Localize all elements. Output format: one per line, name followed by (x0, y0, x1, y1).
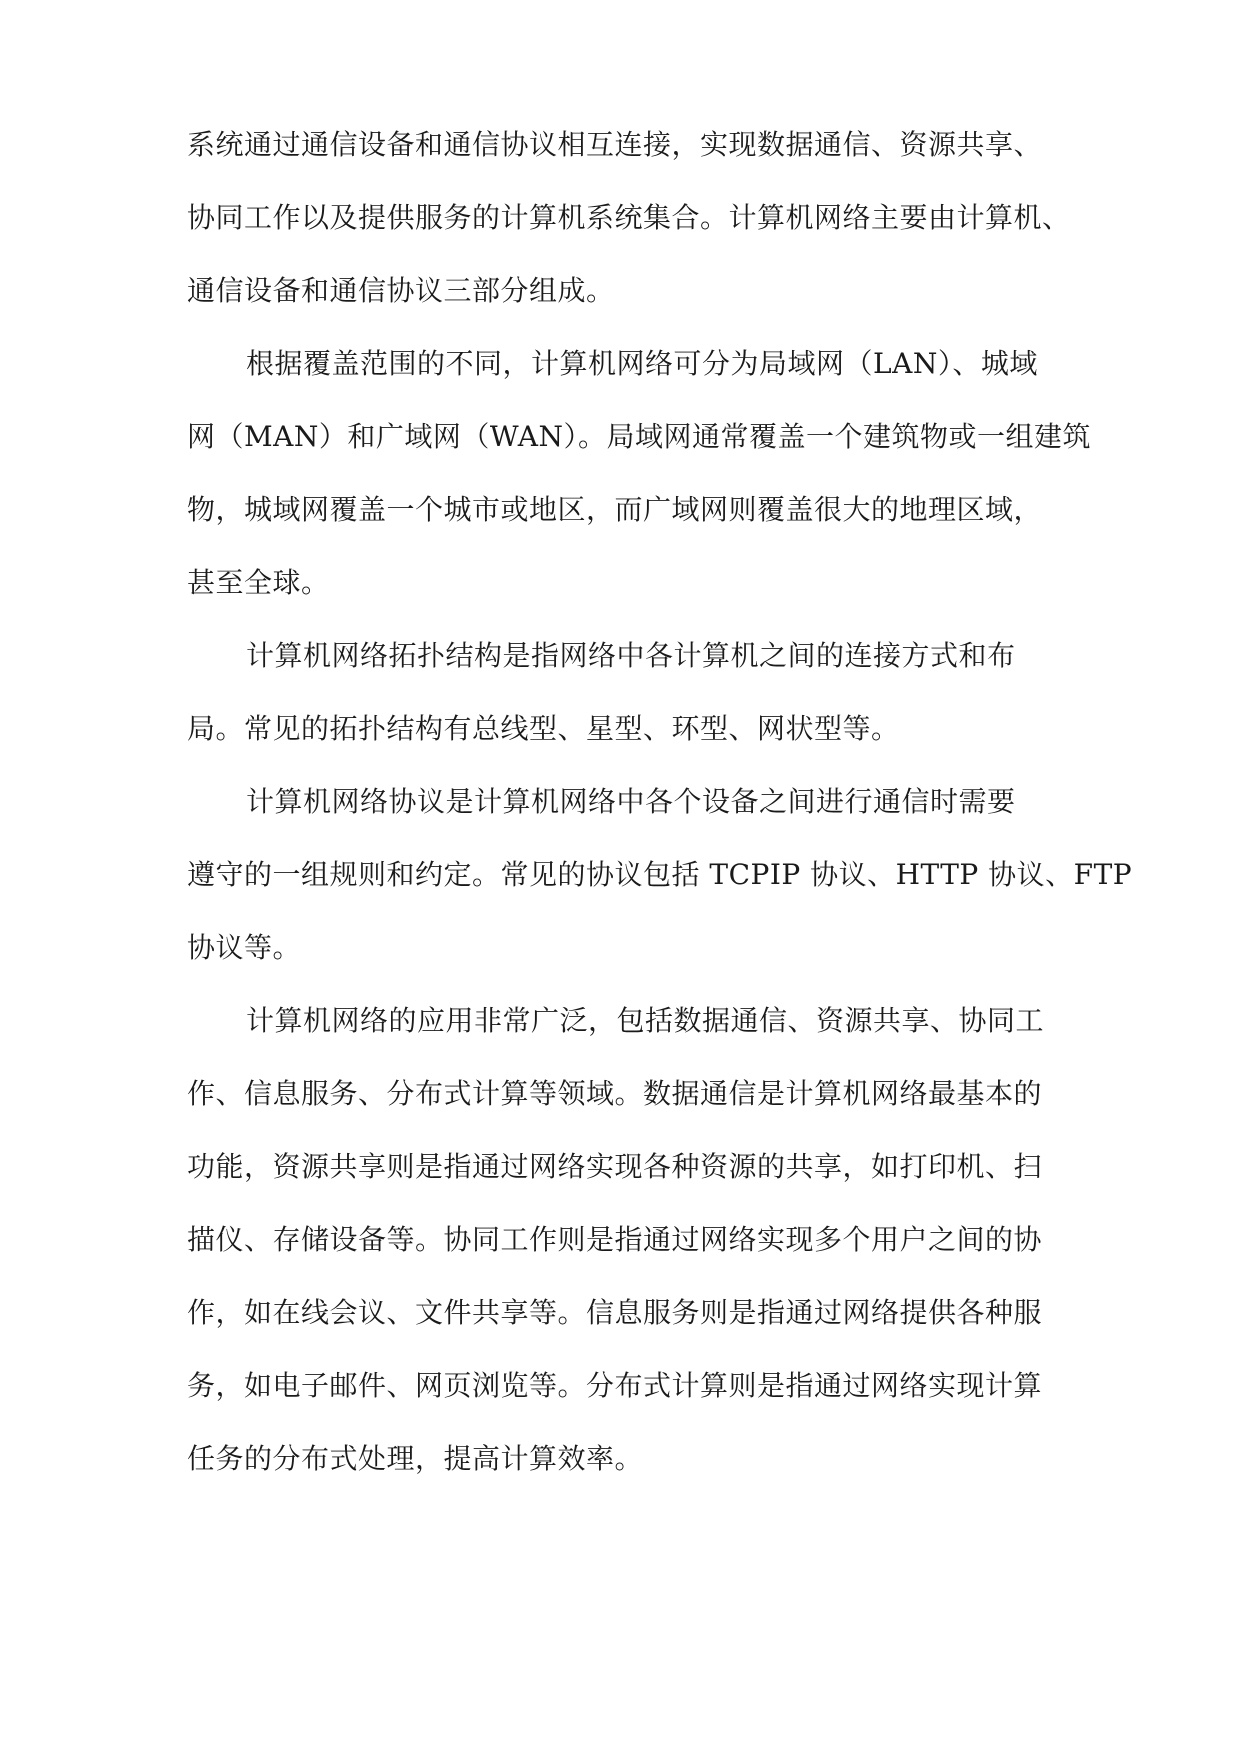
text-line: 系统通过通信设备和通信协议相互连接，实现数据通信、资源共享、 (187, 128, 1043, 161)
text-line: 网（MAN）和广域网（WAN）。局域网通常覆盖一个建筑物或一组建筑 (187, 420, 1091, 453)
text-line: 描仪、存储设备等。协同工作则是指通过网络实现多个用户之间的协 (187, 1223, 1043, 1256)
paragraph-first-line: 计算机网络的应用非常广泛，包括数据通信、资源共享、协同工 (246, 1004, 1045, 1037)
paragraph-first-line: 根据覆盖范围的不同，计算机网络可分为局域网（LAN）、城域 (246, 347, 1038, 380)
text-line: 作，如在线会议、文件共享等。信息服务则是指通过网络提供各种服 (187, 1296, 1043, 1329)
text-line: 任务的分布式处理，提高计算效率。 (187, 1442, 644, 1475)
text-line: 遵守的一组规则和约定。常见的协议包括 TCPIP 协议、HTTP 协议、FTP (187, 858, 1133, 891)
text-line: 作、信息服务、分布式计算等领域。数据通信是计算机网络最基本的 (187, 1077, 1043, 1110)
text-line: 通信设备和通信协议三部分组成。 (187, 274, 615, 307)
text-line: 协议等。 (187, 931, 302, 964)
text-line: 务，如电子邮件、网页浏览等。分布式计算则是指通过网络实现计算 (187, 1369, 1043, 1402)
text-line: 物，城域网覆盖一个城市或地区，而广域网则覆盖很大的地理区域， (187, 493, 1043, 526)
text-line: 甚至全球。 (187, 566, 330, 599)
text-line: 协同工作以及提供服务的计算机系统集合。计算机网络主要由计算机、 (187, 201, 1071, 234)
paragraph-first-line: 计算机网络协议是计算机网络中各个设备之间进行通信时需要 (246, 785, 1016, 818)
text-line: 功能，资源共享则是指通过网络实现各种资源的共享，如打印机、扫 (187, 1150, 1043, 1183)
paragraph-first-line: 计算机网络拓扑结构是指网络中各计算机之间的连接方式和布 (246, 639, 1016, 672)
text-line: 局。常见的拓扑结构有总线型、星型、环型、网状型等。 (187, 712, 900, 745)
